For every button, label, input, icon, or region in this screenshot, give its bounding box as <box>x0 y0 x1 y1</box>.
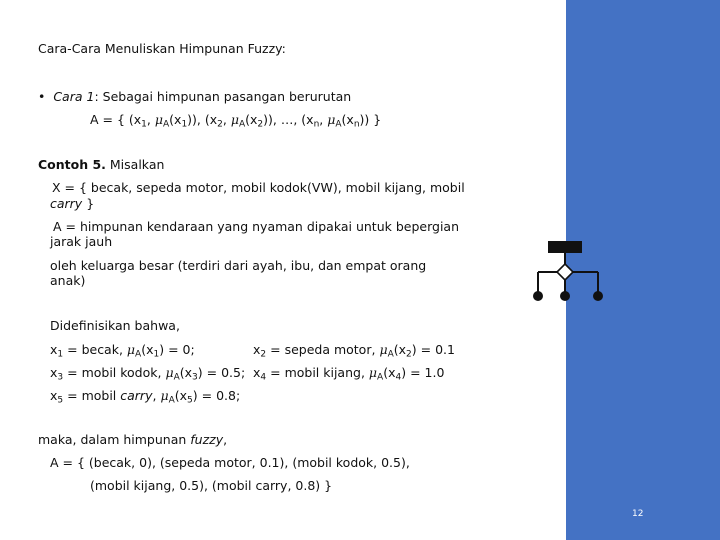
set-formula: A = { ($x_1$, $\mu_A(x_1)$), ($x_2$, $\mu_A(x_2)$), …, ($x_n$, $\mu_A(x_n)$) } <box>90 112 382 130</box>
example-heading-label: Contoh 5. <box>38 157 106 172</box>
set-a-line-2: jarak jauh <box>50 234 113 249</box>
set-a-line-3: oleh keluarga besar (terdiri dari ayah, ibu, dan empat orang <box>50 258 427 273</box>
bullet-item <box>38 89 351 104</box>
conclusion-line-2: (mobil kijang, 0.5), (mobil carry, 0.8) } <box>90 478 333 493</box>
definition-x2: $x_2$ = sepeda motor, $\mu_A(x_2) = 0.1$ <box>253 342 455 360</box>
slide-title-text: Cara-Cara Menuliskan Himpunan Fuzzy: <box>38 41 286 56</box>
definition-x4: $x_4$ = mobil kijang, $\mu_A(x_4) = 1.0$ <box>253 365 445 383</box>
conclusion-line-1: A = { (becak, 0), (sepeda motor, 0.1), (mobil kodok, 0.5), <box>50 455 410 470</box>
set-a-line-1: A = himpunan kendaraan yang nyaman dipakai untuk bepergian <box>53 219 459 234</box>
bullet-label: Cara 1 <box>53 89 95 104</box>
slide-title <box>38 41 286 56</box>
slide-number: 12 <box>632 509 644 519</box>
definition-x5: $x_5$ = mobil carry, $\mu_A(x_5) = 0.8$; <box>50 388 241 406</box>
hierarchy-icon <box>528 238 608 306</box>
example-heading <box>38 157 164 172</box>
universe-line-2: carry } <box>50 196 95 211</box>
definition-x1: $x_1$ = becak, $\mu_A(x_1) = 0$; <box>50 342 195 360</box>
universe-line-1: X = { becak, sepeda motor, mobil kodok(VW), mobil kijang, mobil <box>52 180 465 195</box>
bullet-marker: • <box>38 89 46 104</box>
definition-x3: $x_3$ = mobil kodok, $\mu_A(x_3) = 0.5$; <box>50 365 246 383</box>
set-a-line-4: anak) <box>50 273 86 288</box>
definitions-intro: Didefinisikan bahwa, <box>50 318 180 333</box>
example-heading-rest: Misalkan <box>105 157 165 172</box>
bullet-text: : Sebagai himpunan pasangan berurutan <box>94 89 352 104</box>
conclusion-intro: maka, dalam himpunan fuzzy, <box>38 432 228 447</box>
